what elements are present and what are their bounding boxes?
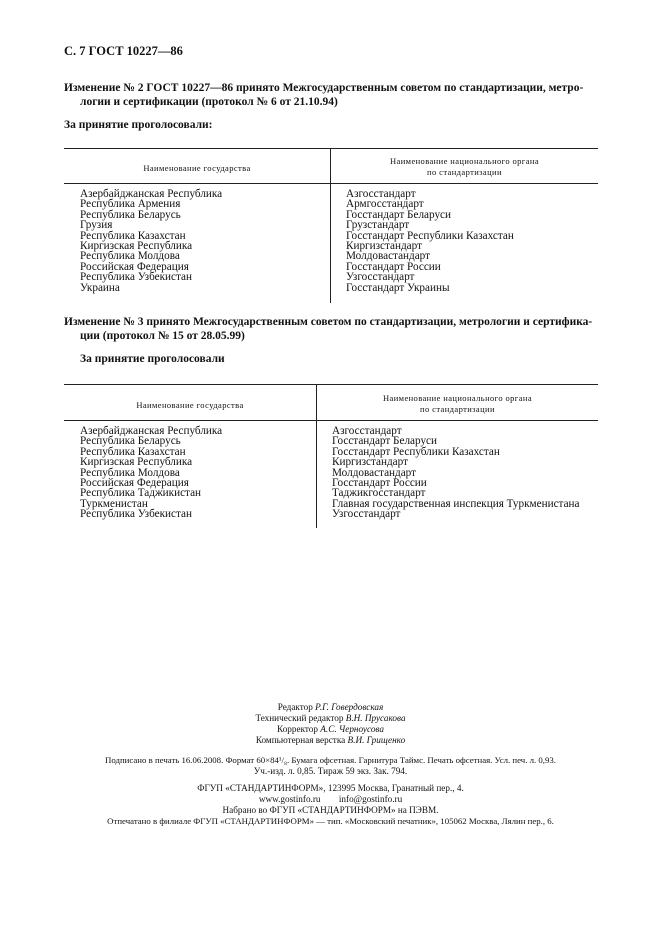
state-list bbox=[80, 426, 222, 520]
list-item: Армгосстандарт bbox=[346, 198, 424, 211]
body-list bbox=[332, 426, 579, 520]
list-item: Госстандарт Республики Казахстан bbox=[346, 229, 514, 242]
amendment-2-voted-label: За принятие проголосовали: bbox=[64, 119, 213, 131]
list-item: Республика Беларусь bbox=[80, 208, 181, 221]
amendment-3-voted-label: За принятие проголосовали bbox=[80, 353, 225, 365]
list-item: Российская Федерация bbox=[80, 260, 189, 273]
list-item: Республика Казахстан bbox=[80, 229, 186, 242]
publisher-website: www.gostinfo.ru bbox=[258, 794, 321, 804]
list-item: Узгосстандарт bbox=[346, 271, 415, 284]
list-item: Киргизстандарт bbox=[332, 456, 408, 469]
list-item: Госстандарт Беларуси bbox=[332, 435, 437, 448]
column-header-body-line1: Наименование национального органа bbox=[390, 156, 539, 166]
column-header-body bbox=[331, 156, 598, 178]
corrector-label: Корректор bbox=[277, 724, 318, 734]
amendment-3-heading-line1: Изменение № 3 принято Межгосударственным советом по стандартизации, метрологии и сертифика- bbox=[64, 316, 593, 328]
imprint-layout bbox=[0, 735, 661, 746]
list-item: Республика Молдова bbox=[80, 466, 180, 479]
list-item: Молдовастандарт bbox=[332, 466, 417, 479]
body-list bbox=[346, 189, 514, 293]
table-top-rule bbox=[64, 384, 598, 385]
column-header-state: Наименование государства bbox=[143, 163, 251, 173]
list-item: Азгосстандарт bbox=[346, 188, 416, 200]
list-item: Республика Казахстан bbox=[80, 445, 186, 458]
publisher-address: ФГУП «СТАНДАРТИНФОРМ», 123995 Москва, Гранатный пер., 4. bbox=[197, 783, 464, 793]
list-item: Республика Беларусь bbox=[80, 435, 181, 448]
amendment-2-table bbox=[64, 148, 598, 303]
amendment-3-table bbox=[64, 384, 598, 528]
publisher-email: info@gostinfo.ru bbox=[338, 794, 403, 804]
list-item: Госстандарт России bbox=[332, 476, 427, 489]
column-header-body bbox=[317, 393, 598, 415]
column-header-body-line2: по стандартизации bbox=[427, 167, 502, 177]
amendment-3-heading bbox=[64, 315, 596, 343]
amendment-2-heading-line1: Изменение № 2 ГОСТ 10227—86 принято Межгосударственным советом по стандартизации, метро- bbox=[64, 82, 584, 94]
editor-label: Редактор bbox=[277, 702, 313, 712]
imprint-corrector bbox=[0, 724, 661, 735]
state-list bbox=[80, 189, 222, 293]
list-item: Киргизстандарт bbox=[346, 239, 422, 252]
list-item: Киргизская Республика bbox=[80, 239, 193, 252]
list-item: Таджикгосстандарт bbox=[332, 487, 426, 500]
print-details-line2: Уч.-изд. л. 0,85. Тираж 59 экз. Зак. 794. bbox=[253, 766, 408, 776]
list-item: Украина bbox=[80, 281, 120, 294]
column-header-state: Наименование государства bbox=[136, 400, 244, 410]
list-item: Киргизская Республика bbox=[80, 456, 193, 469]
list-item: Республика Молдова bbox=[80, 250, 180, 263]
list-item: Туркменистан bbox=[80, 497, 148, 510]
list-item: Азгосстандарт bbox=[332, 425, 402, 437]
amendment-3-heading-line2: ции (протокол № 15 от 28.05.99) bbox=[80, 330, 245, 342]
list-item: Госстандарт России bbox=[346, 260, 441, 273]
list-item: Республика Узбекистан bbox=[80, 508, 192, 521]
list-item: Главная государственная инспекция Туркменистана bbox=[332, 497, 580, 510]
amendment-2-heading-line2: логии и сертификации (протокол № 6 от 21.10.94) bbox=[80, 96, 338, 108]
typeset-line: Набрано во ФГУП «СТАНДАРТИНФОРМ» на ПЭВМ. bbox=[222, 805, 439, 815]
page-header: С. 7 ГОСТ 10227—86 bbox=[64, 44, 183, 58]
list-item: Госстандарт Украины bbox=[346, 281, 450, 294]
column-header-body-line2: по стандартизации bbox=[420, 404, 495, 414]
tech-editor-name: В.Н. Прусакова bbox=[345, 713, 406, 723]
list-item: Азербайджанская Республика bbox=[80, 188, 223, 200]
editor-name: Р.Г. Говердовская bbox=[315, 702, 384, 712]
layout-label: Компьютерная верстка bbox=[255, 735, 346, 745]
corrector-name: А.С. Черноусова bbox=[320, 724, 384, 734]
table-header-rule bbox=[64, 183, 598, 184]
list-item: Грузстандарт bbox=[346, 219, 410, 232]
amendment-2-heading bbox=[64, 81, 596, 109]
print-details-line1: Подписано в печать 16.06.2008. Формат 60×84¹/₈. Бумага офсетная. Гарнитура Таймс. Печать офсетная. Усл. печ. л. 0,93. bbox=[104, 755, 556, 765]
list-item: Республика Армения bbox=[80, 198, 181, 211]
layout-name: В.И. Грищенко bbox=[347, 735, 406, 745]
list-item: Российская Федерация bbox=[80, 476, 189, 489]
list-item: Азербайджанская Республика bbox=[80, 425, 223, 437]
list-item: Республика Узбекистан bbox=[80, 271, 192, 284]
list-item: Грузия bbox=[80, 219, 113, 232]
list-item: Госстандарт Республики Казахстан bbox=[332, 445, 500, 458]
imprint-tech-editor bbox=[0, 713, 661, 724]
publisher-contacts bbox=[0, 794, 661, 805]
list-item: Госстандарт Беларуси bbox=[346, 208, 451, 221]
imprint-editor bbox=[0, 702, 661, 713]
column-header-body-line1: Наименование национального органа bbox=[383, 393, 532, 403]
table-top-rule bbox=[64, 148, 598, 149]
table-header-rule bbox=[64, 420, 598, 421]
list-item: Республика Таджикистан bbox=[80, 487, 202, 500]
tech-editor-label: Технический редактор bbox=[255, 713, 344, 723]
list-item: Узгосстандарт bbox=[332, 508, 401, 521]
list-item: Молдовастандарт bbox=[346, 250, 431, 263]
printed-line: Отпечатано в филиале ФГУП «СТАНДАРТИНФОРМ» — тип. «Московский печатник», 105062 Москва, Лялин пер., 6. bbox=[107, 816, 554, 826]
